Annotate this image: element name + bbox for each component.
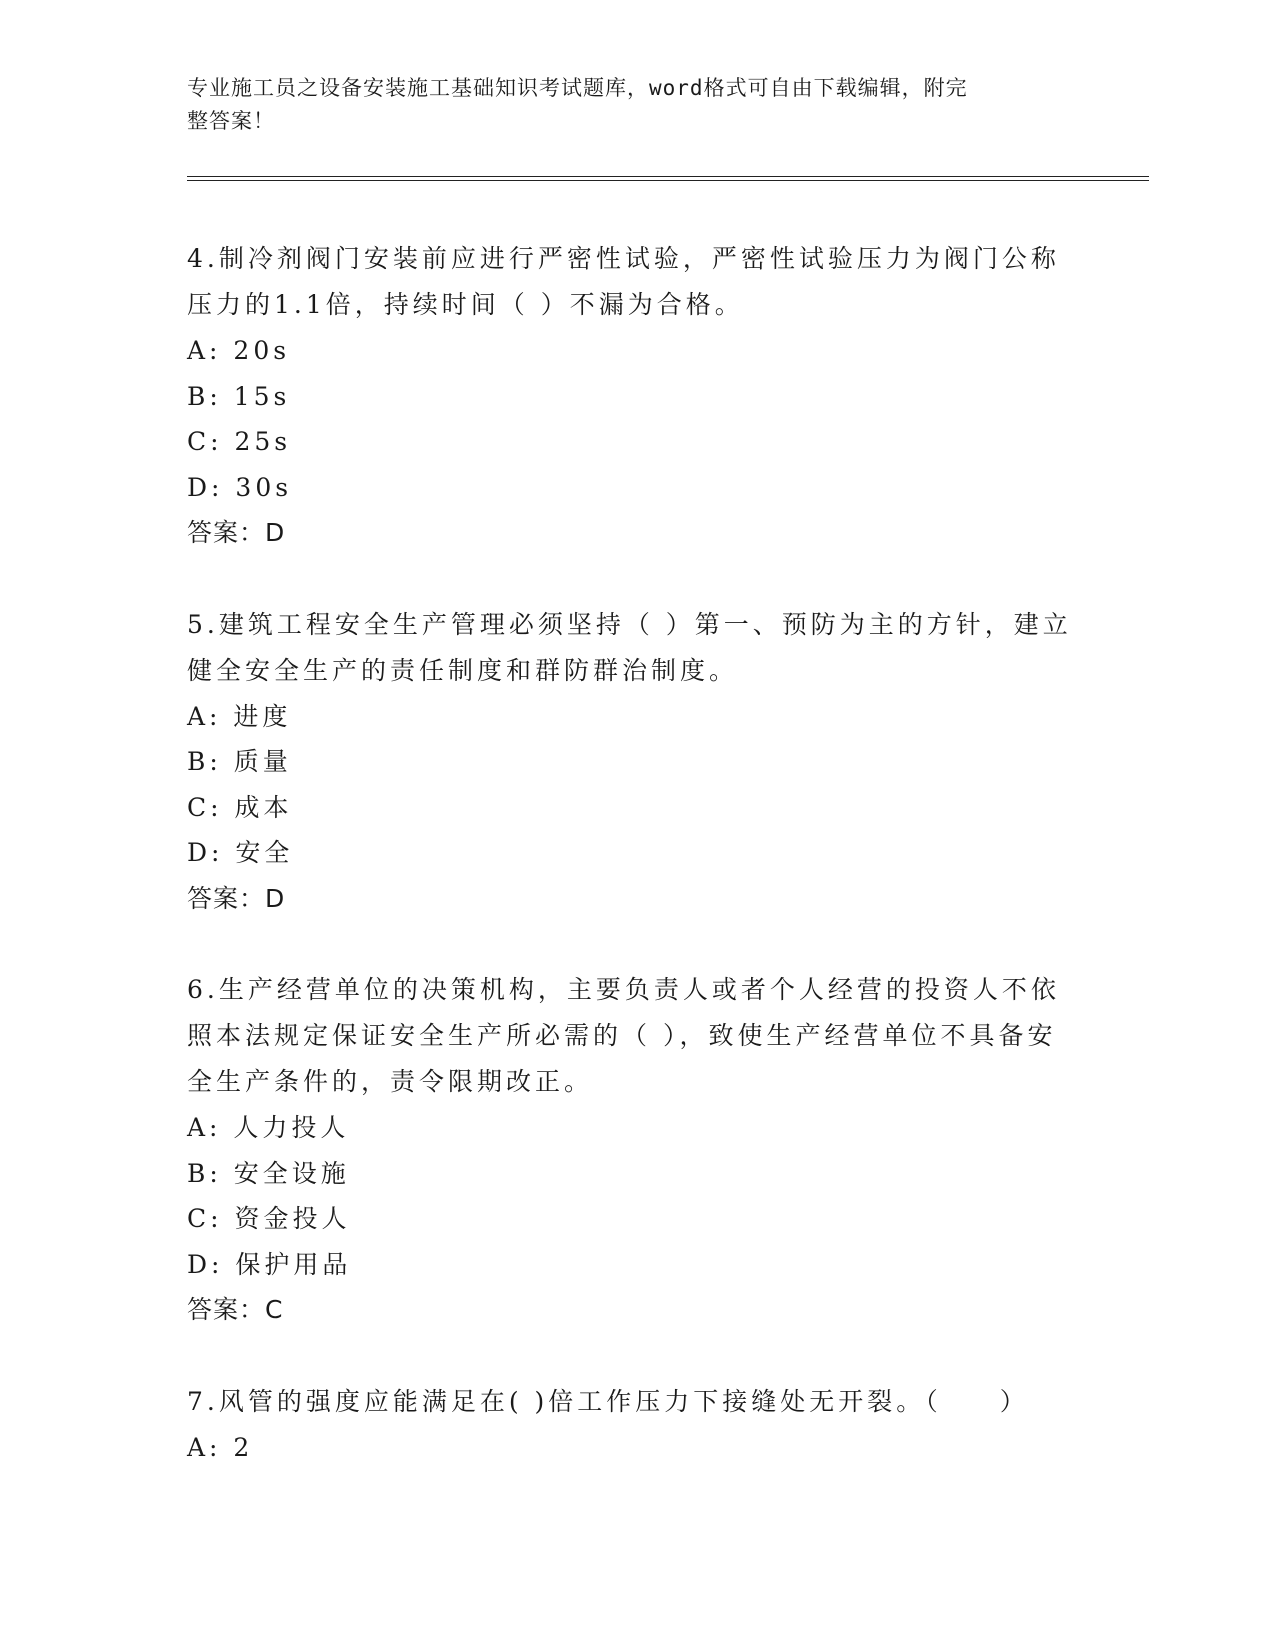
question-4: [187, 236, 1087, 556]
header-divider: [187, 176, 1149, 181]
question-stem-line: 7.风管的强度应能满足在( )倍工作压力下接缝处无开裂。（ ）: [187, 1386, 1029, 1416]
option-b: B: 质量: [187, 747, 292, 776]
option-b: B: 安全设施: [187, 1158, 350, 1188]
question-6: [187, 967, 1087, 1333]
option-c: C: 资金投人: [187, 1204, 351, 1233]
option-d: D: 30s: [187, 472, 293, 502]
question-list: [187, 236, 1087, 1516]
question-stem-line: 压力的1.1倍，持续时间（ ）不漏为合格。: [187, 290, 744, 319]
option-c: C: 成本: [187, 792, 293, 822]
option-a: A: 2: [187, 1432, 254, 1462]
option-a: A: 进度: [187, 701, 292, 731]
document-header: [187, 72, 1067, 138]
option-a: A: 人力投人: [187, 1113, 350, 1142]
answer-line: 答案：D: [187, 883, 286, 913]
question-7: [187, 1379, 1087, 1471]
answer-line: 答案：C: [187, 1295, 284, 1324]
question-stem-line: 6.生产经营单位的决策机构，主要负责人或者个人经营的投资人不依: [187, 975, 1060, 1004]
answer-line: 答案：D: [187, 518, 286, 547]
option-d: D: 安全: [187, 838, 294, 867]
option-d: D: 保护用品: [187, 1249, 352, 1279]
header-line-1: 专业施工员之设备安装施工基础知识考试题库，word格式可自由下载编辑，附完: [187, 76, 968, 100]
question-stem-line: 健全安全生产的责任制度和群防群治制度。: [187, 655, 739, 685]
header-line-2: 整答案！: [187, 109, 275, 133]
option-b: B: 15s: [187, 381, 291, 411]
question-stem-line: 4.制冷剂阀门安装前应进行严密性试验，严密性试验压力为阀门公称: [187, 244, 1060, 273]
question-stem-line: 照本法规定保证安全生产所必需的（ ），致使生产经营单位不具备安: [187, 1021, 1057, 1050]
option-c: C: 25s: [187, 427, 292, 456]
question-5: [187, 602, 1087, 922]
option-a: A: 20s: [187, 336, 291, 365]
question-stem-line: 全生产条件的，责令限期改正。: [187, 1067, 594, 1096]
question-stem-line: 5.建筑工程安全生产管理必须坚持（ ）第一、预防为主的方针，建立: [187, 609, 1072, 639]
